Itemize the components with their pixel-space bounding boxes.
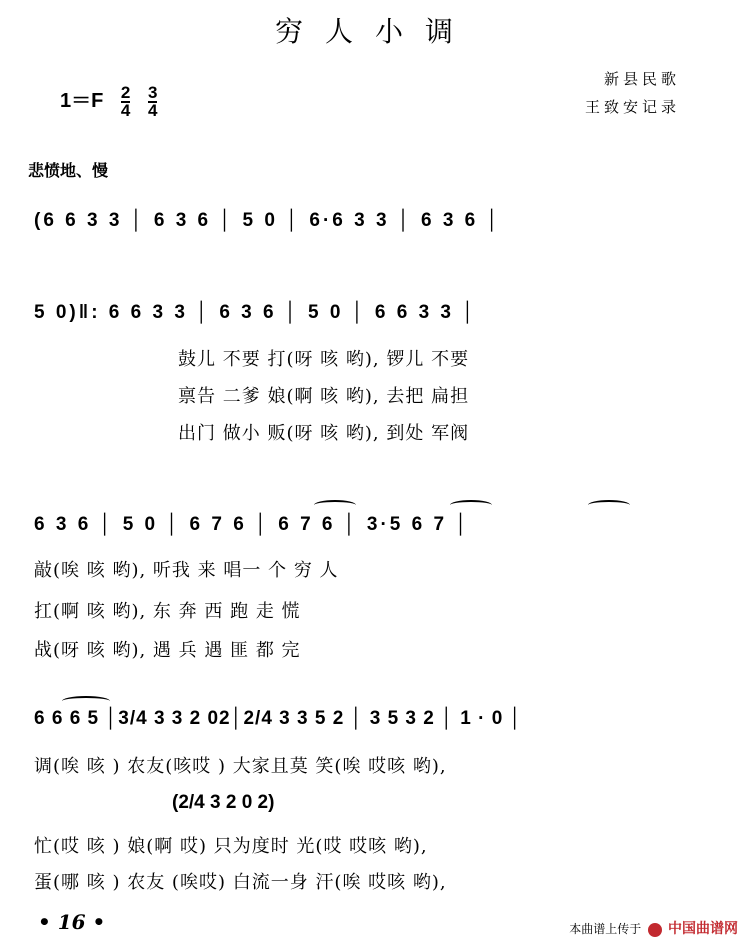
time-signature-1: $\frac{2}{4}$ [120, 82, 131, 120]
credit-recorder: 王致安记录 [584, 98, 680, 116]
lyric-row-4-verse-3: 蛋(哪 咳 ) 农友 (唉哎) 白流一身 汗(唉 哎咳 哟), [34, 872, 447, 893]
slur [450, 500, 492, 510]
lyric-row-4-verse-2: 忙(哎 咳 ) 娘(啊 哎) 只为度时 光(哎 哎咳 哟), [34, 836, 428, 857]
slur [588, 500, 630, 510]
lyric-row-3-verse-3: 战(呀 咳 哟), 遇 兵 遇 匪 都 完 [34, 640, 301, 661]
site-logo-icon [648, 923, 662, 937]
slur [62, 696, 110, 706]
tempo-marking: 悲愤地、慢 [28, 161, 109, 180]
notation-row-3: 6 3 6 │ 5 0 │ 6 7 6 │ 6 7 6 │ 3·5 6 7 │ [34, 514, 471, 535]
footer-text: 本曲谱上传于 [569, 922, 642, 936]
key-label: 1＝F [60, 90, 104, 112]
slur [314, 500, 356, 510]
lyric-row-3-verse-2: 扛(啊 咳 哟), 东 奔 西 跑 走 慌 [34, 601, 301, 622]
notation-row-2: 5 0)‖: 6 6 3 3 │ 6 3 6 │ 5 0 │ 6 6 3 3 │ [34, 302, 478, 323]
lyric-row-2-verse-1: 鼓儿 不要 打(呀 咳 哟), 锣儿 不要 [178, 349, 470, 370]
page-title: 穷人小调 [274, 15, 475, 48]
lyric-row-3-verse-1: 敲(唉 咳 哟), 听我 来 唱一 个 穷 人 [34, 560, 339, 581]
key-signature [60, 84, 157, 119]
credit-origin: 新县民歌 [603, 70, 680, 88]
page-number: • 16 • [38, 910, 106, 934]
footer-brand[interactable]: 中国曲谱网 [668, 920, 738, 936]
notation-row-1: (6 6 3 3 │ 6 3 6 │ 5 0 │ 6·6 3 3 │ 6 3 6 │ [34, 210, 502, 231]
time-signature-2: $\frac{3}{4}$ [147, 82, 158, 120]
lyric-row-2-verse-3: 出门 做小 贩(呀 咳 哟), 到处 军阀 [178, 423, 470, 444]
upload-footer [569, 918, 738, 938]
lyric-row-2-verse-2: 禀告 二爹 娘(啊 咳 哟), 去把 扁担 [178, 386, 470, 407]
alternate-notation: (2/4 3 2 0 2) [172, 792, 275, 813]
notation-row-4: 6 6 6 5 │3/4 3 3 2 02│2/4 3 3 5 2 │ 3 5 3 2 │ 1 · 0 │ [34, 708, 523, 729]
lyric-row-4-verse-1: 调(唉 咳 ) 农友(咳哎 ) 大家且莫 笑(唉 哎咳 哟), [34, 756, 447, 777]
